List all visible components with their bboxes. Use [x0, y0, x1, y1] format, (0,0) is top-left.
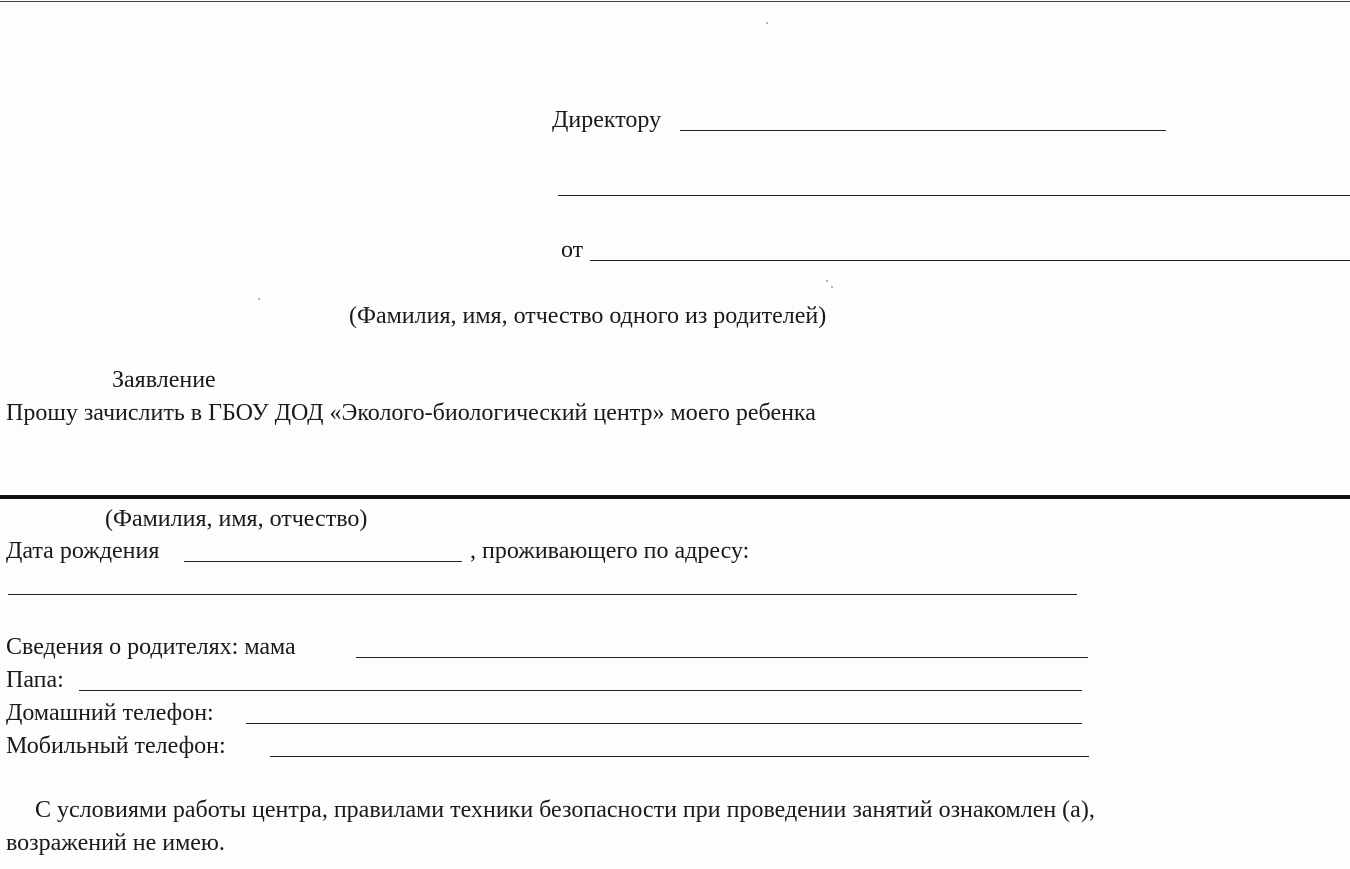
from-name-field-line [590, 260, 1350, 261]
mobile-phone-field-line [270, 756, 1089, 757]
father-field-line [79, 690, 1082, 691]
parent-name-hint: (Фамилия, имя, отчество одного из родителей) [349, 303, 827, 329]
statement-title: Заявление [112, 367, 216, 393]
home-phone-field-line [246, 723, 1082, 724]
director-second-field-line [558, 195, 1350, 196]
from-label: от [561, 237, 584, 263]
birth-date-field-line [184, 561, 462, 562]
agreement-line-1: С условиями работы центра, правилами техники безопасности при проведении занятий ознакомлен (а), [35, 797, 1095, 823]
address-field-line [8, 594, 1077, 595]
mother-field-line [356, 657, 1088, 658]
scan-speck [831, 286, 833, 288]
scan-speck [826, 280, 828, 282]
birth-date-label: Дата рождения [6, 538, 160, 564]
address-label: , проживающего по адресу: [470, 538, 750, 564]
child-name-field-line [0, 495, 1350, 499]
scan-speck [258, 298, 260, 300]
agreement-line-2: возражений не имею. [6, 830, 225, 856]
father-label: Папа: [6, 667, 64, 693]
top-edge-line [0, 1, 1350, 2]
scan-speck [766, 22, 768, 24]
parents-info-label: Сведения о родителях: мама [6, 634, 296, 660]
director-label: Директору [552, 107, 662, 133]
director-name-field-line [680, 130, 1166, 131]
home-phone-label: Домашний телефон: [6, 700, 214, 726]
child-name-hint: (Фамилия, имя, отчество) [105, 506, 368, 532]
mobile-phone-label: Мобильный телефон: [6, 733, 226, 759]
request-text: Прошу зачислить в ГБОУ ДОД «Эколого-биологический центр» моего ребенка [6, 400, 816, 426]
